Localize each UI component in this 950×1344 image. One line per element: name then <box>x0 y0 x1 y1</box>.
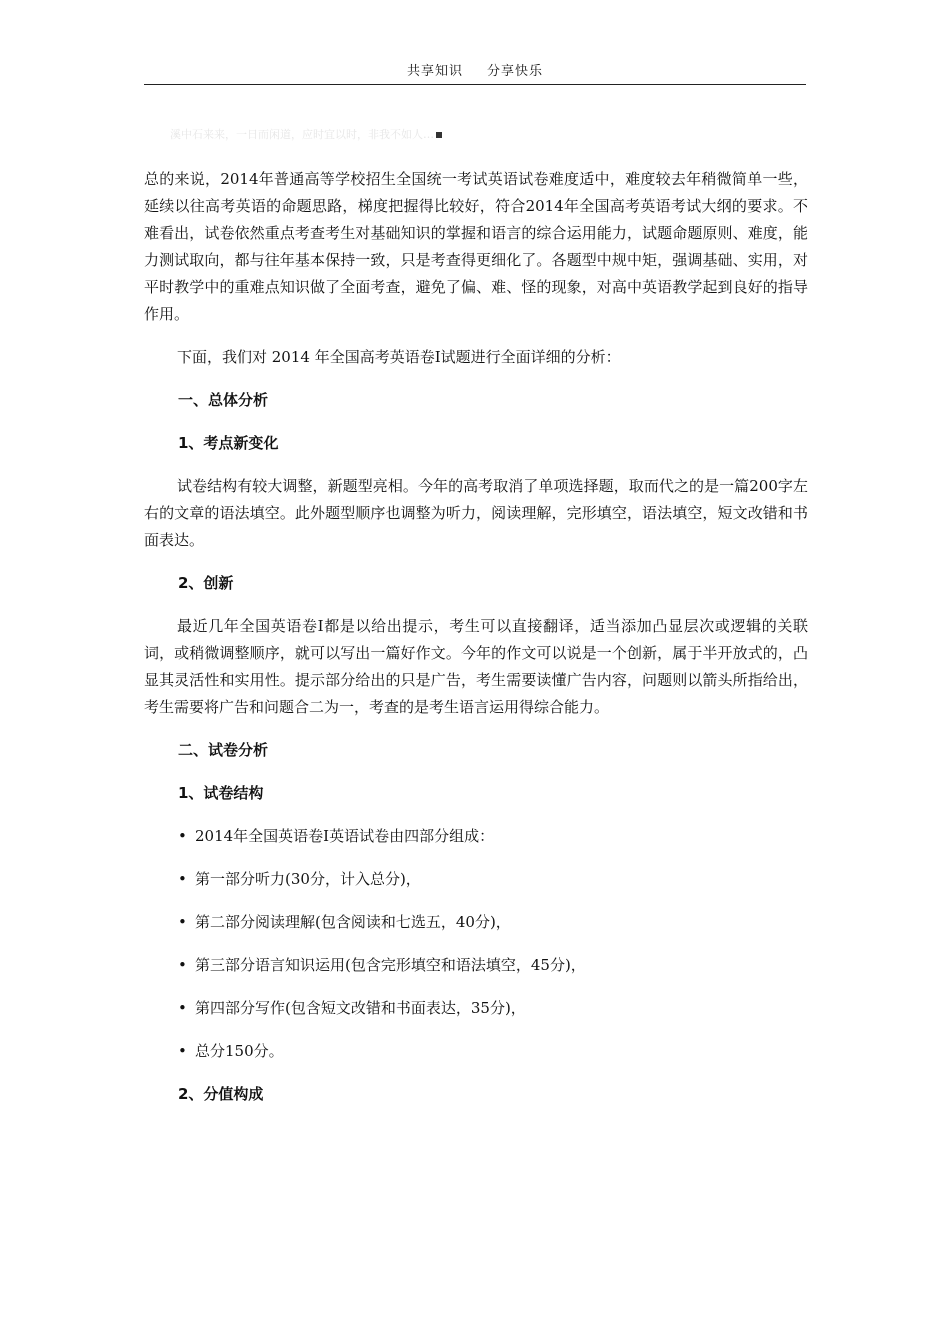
spacer <box>144 371 808 387</box>
bullet-item <box>144 995 808 1022</box>
spacer <box>144 807 808 823</box>
bullet-dot-icon: • <box>178 913 187 931</box>
bullet-dot-icon: • <box>178 827 187 845</box>
faint-watermark <box>170 126 442 142</box>
bullet-text: 第一部分听力(30分，计入总分)， <box>195 870 421 888</box>
header-right-text: 分享快乐 <box>487 64 544 79</box>
bullet-item <box>144 866 808 893</box>
spacer <box>144 764 808 780</box>
heading-overall: 一、总体分析 <box>178 391 269 409</box>
bullet-dot-icon: • <box>178 999 187 1017</box>
heading-paper-analysis: 二、试卷分析 <box>178 741 269 759</box>
bullet-dot-icon: • <box>178 956 187 974</box>
spacer <box>144 1022 808 1038</box>
bullet-dot-icon: • <box>178 1042 187 1060</box>
bullet-item <box>144 952 808 979</box>
innovation-paragraph: 最近几年全国英语卷Ⅰ都是以给出提示，考生可以直接翻译，适当添加凸显层次或逻辑的关联词，或稍微调整顺序，就可以写出一篇好作文。今年的作文可以说是一个创新，属于半开放式的，凸显其灵活性和实用性。提示部分给出的只是广告，考生需要读懂广告内容，问题则以箭头所指给出，考生需要将广告和问题合二为一，考查的是考生语言运用得综合能力。 <box>144 617 808 716</box>
heading-innovation: 2、创新 <box>178 574 234 592</box>
spacer <box>144 554 808 570</box>
bullet-item <box>144 823 808 850</box>
spacer <box>144 721 808 737</box>
page-header <box>144 62 806 85</box>
heading-change: 1、考点新变化 <box>178 434 279 452</box>
bullet-text: 总分150分。 <box>195 1042 284 1060</box>
change-paragraph: 试卷结构有较大调整，新题型亮相。今年的高考取消了单项选择题，取而代之的是一篇200字左右的文章的语法填空。此外题型顺序也调整为听力，阅读理解，完形填空，语法填空，短文改错和书面表达。 <box>144 477 808 549</box>
spacer <box>144 1065 808 1081</box>
document-body <box>144 166 808 1108</box>
bullet-text: 第四部分写作(包含短文改错和书面表达，35分)， <box>195 999 526 1017</box>
spacer <box>144 414 808 430</box>
lead-paragraph: 下面，我们对 2014 年全国高考英语卷Ⅰ试题进行全面详细的分析： <box>177 348 621 366</box>
bullet-item <box>144 1038 808 1065</box>
bullet-text: 第三部分语言知识运用(包含完形填空和语法填空，45分)， <box>195 956 586 974</box>
watermark-mark-icon <box>436 132 442 138</box>
spacer <box>144 457 808 473</box>
bullet-dot-icon: • <box>178 870 187 888</box>
heading-structure: 1、试卷结构 <box>178 784 264 802</box>
spacer <box>144 328 808 344</box>
header-left-text: 共享知识 <box>406 64 463 79</box>
bullet-text: 2014年全国英语卷Ⅰ英语试卷由四部分组成： <box>195 827 495 845</box>
spacer <box>144 893 808 909</box>
bullet-text: 第二部分阅读理解(包含阅读和七选五，40分)， <box>195 913 511 931</box>
spacer <box>144 597 808 613</box>
spacer <box>144 936 808 952</box>
watermark-text: 溪中石来来，一日而闲道，应时宜以时，非我不如人… <box>170 128 434 141</box>
bullet-item <box>144 909 808 936</box>
spacer <box>144 979 808 995</box>
intro-paragraph: 总的来说，2014年普通高等学校招生全国统一考试英语试卷难度适中，难度较去年稍微简单一些，延续以往高考英语的命题思路，梯度把握得比较好，符合2014年全国高考英语考试大纲的要求。不难看出，试卷依然重点考查考生对基础知识的掌握和语言的综合运用能力，试题命题原则、难度，能力测试取向，都与往年基本保持一致，只是考查得更细化了。各题型中规中矩，强调基础、实用，对平时教学中的重难点知识做了全面考查，避免了偏、难、怪的现象，对高中英语教学起到良好的指导作用。 <box>144 170 808 323</box>
spacer <box>144 850 808 866</box>
heading-score: 2、分值构成 <box>178 1085 264 1103</box>
